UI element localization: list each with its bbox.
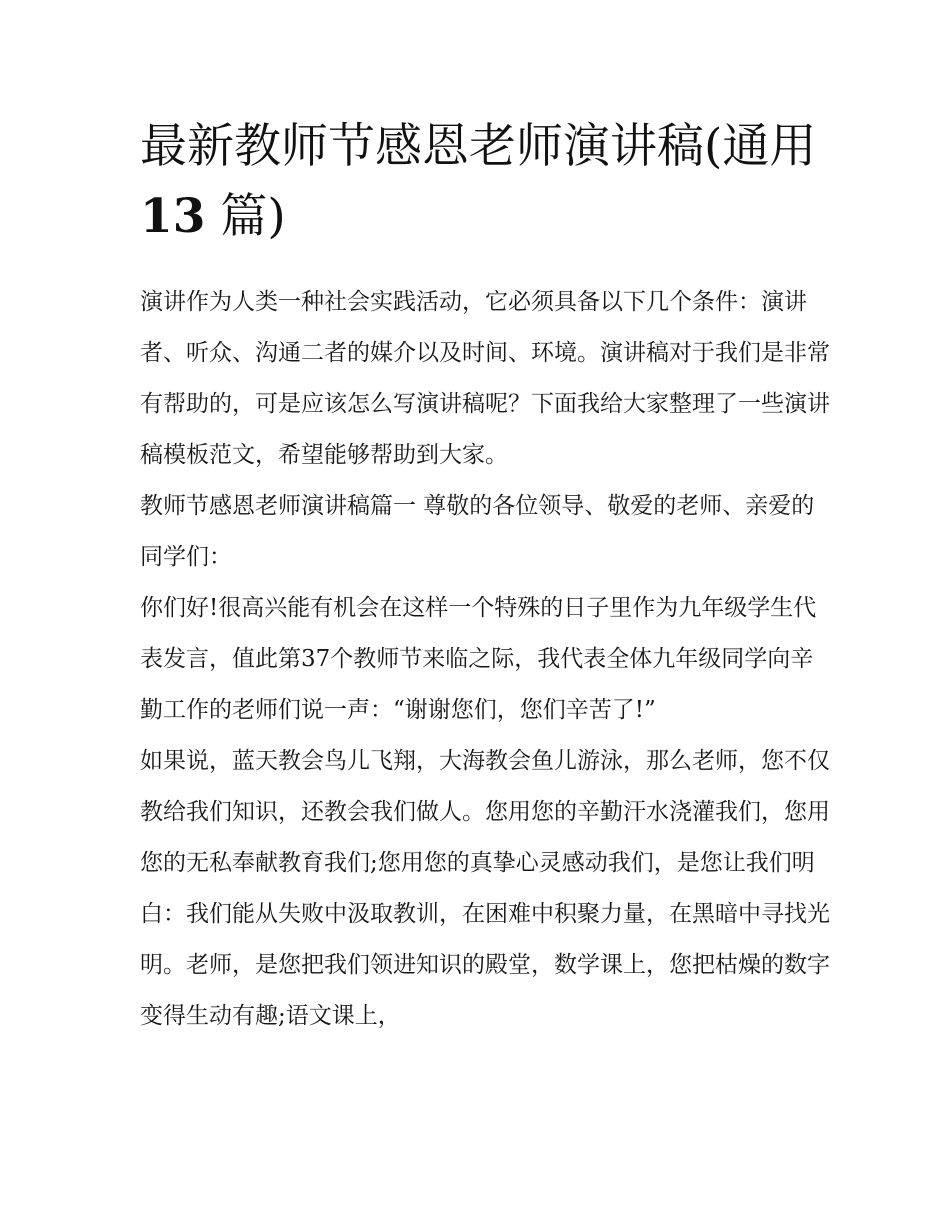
title-suffix: 篇): [220, 189, 286, 244]
intro-paragraph: 演讲作为人类一种社会实践活动，它必须具备以下几个条件：演讲者、听众、沟通二者的媒介以及时间、环境。演讲稿对于我们是非常有帮助的，可是应该怎么写演讲稿呢？下面我给大家整理了一些演讲稿模板范文，希望能够帮助到大家。: [140, 289, 830, 468]
document-title: [140, 112, 830, 252]
greeting-paragraph: 你们好!很高兴能有机会在这样一个特殊的日子里作为九年级学生代表发言，值此第37个教师节来临之际，我代表全体九年级同学向辛勤工作的老师们说一声：“谢谢您们，您们辛苦了!”: [140, 595, 817, 723]
title-count: 13: [140, 189, 206, 244]
body-paragraph: 如果说，蓝天教会鸟儿飞翔，大海教会鱼儿游泳，那么老师，您不仅教给我们知识，还教会我们做人。您用您的辛勤汗水浇灌我们，您用您的无私奉献教育我们;您用您的真挚心灵感动我们，是您让我们明白：我们能从失败中汲取教训，在困难中积聚力量，在黑暗中寻找光明。老师，是您把我们领进知识的殿堂，数学课上，您把枯燥的数字变得生动有趣;语文课上，: [140, 748, 830, 1029]
document-body: [140, 277, 830, 1042]
speech-heading-paragraph: 教师节感恩老师演讲稿篇一 尊敬的各位领导、敬爱的老师、亲爱的同学们：: [140, 493, 815, 570]
title-text: 最新教师节感恩老师演讲稿(通用: [140, 119, 817, 174]
